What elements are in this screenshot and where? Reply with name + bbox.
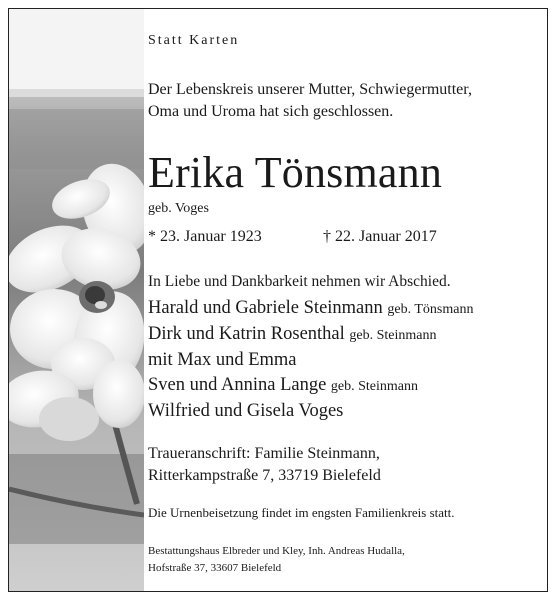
undertaker-line: Hofstraße 37, 33607 Bielefeld (148, 562, 282, 574)
mourner-names: mit Max und Emma (148, 350, 297, 370)
birth-date: * 23. Januar 1923 (148, 228, 262, 245)
undertaker-info (148, 543, 405, 577)
farewell-text: In Liebe und Dankbarkeit nehmen wir Abschied. (148, 273, 451, 290)
heading: Statt Karten (148, 33, 240, 48)
mourner-birth-name: geb. Tönsmann (387, 302, 474, 317)
death-date: † 22. Januar 2017 (323, 228, 437, 245)
intro-line: Der Lebenskreis unserer Mutter, Schwiegermutter, (148, 81, 472, 98)
undertaker-line: Bestattungshaus Elbreder und Kley, Inh. Andreas Hudalla, (148, 545, 405, 557)
mourner-names: Wilfried und Gisela Voges (148, 401, 344, 421)
address-line: Traueranschrift: Familie Steinmann, (148, 445, 380, 462)
orchid-icon (9, 9, 144, 591)
mourner-names: Harald und Gabriele Steinmann (148, 298, 383, 318)
mourner-names: Dirk und Katrin Rosenthal (148, 324, 345, 344)
intro-line: Oma und Uroma hat sich geschlossen. (148, 103, 394, 120)
mourner-birth-name: geb. Steinmann (349, 328, 437, 343)
mourner-row (148, 373, 473, 399)
mourner-row (148, 296, 473, 322)
mourner-birth-name: geb. Steinmann (330, 379, 419, 394)
obituary-notice (8, 8, 548, 592)
orchid-photo (9, 9, 144, 591)
mourner-row (148, 322, 473, 348)
intro (148, 79, 472, 123)
mourners-list (148, 296, 473, 424)
mourner-row (148, 348, 473, 373)
mourning-address (148, 443, 381, 487)
mourner-row (148, 399, 473, 424)
deceased-name: Erika Tönsmann (148, 148, 443, 197)
address-line: Ritterkampstraße 7, 33719 Bielefeld (148, 467, 381, 484)
urn-note: Die Urnenbeisetzung findet im engsten Familienkreis statt. (148, 505, 455, 520)
mourner-names: Sven und Annina Lange (148, 375, 327, 395)
birth-name: geb. Voges (148, 201, 209, 216)
